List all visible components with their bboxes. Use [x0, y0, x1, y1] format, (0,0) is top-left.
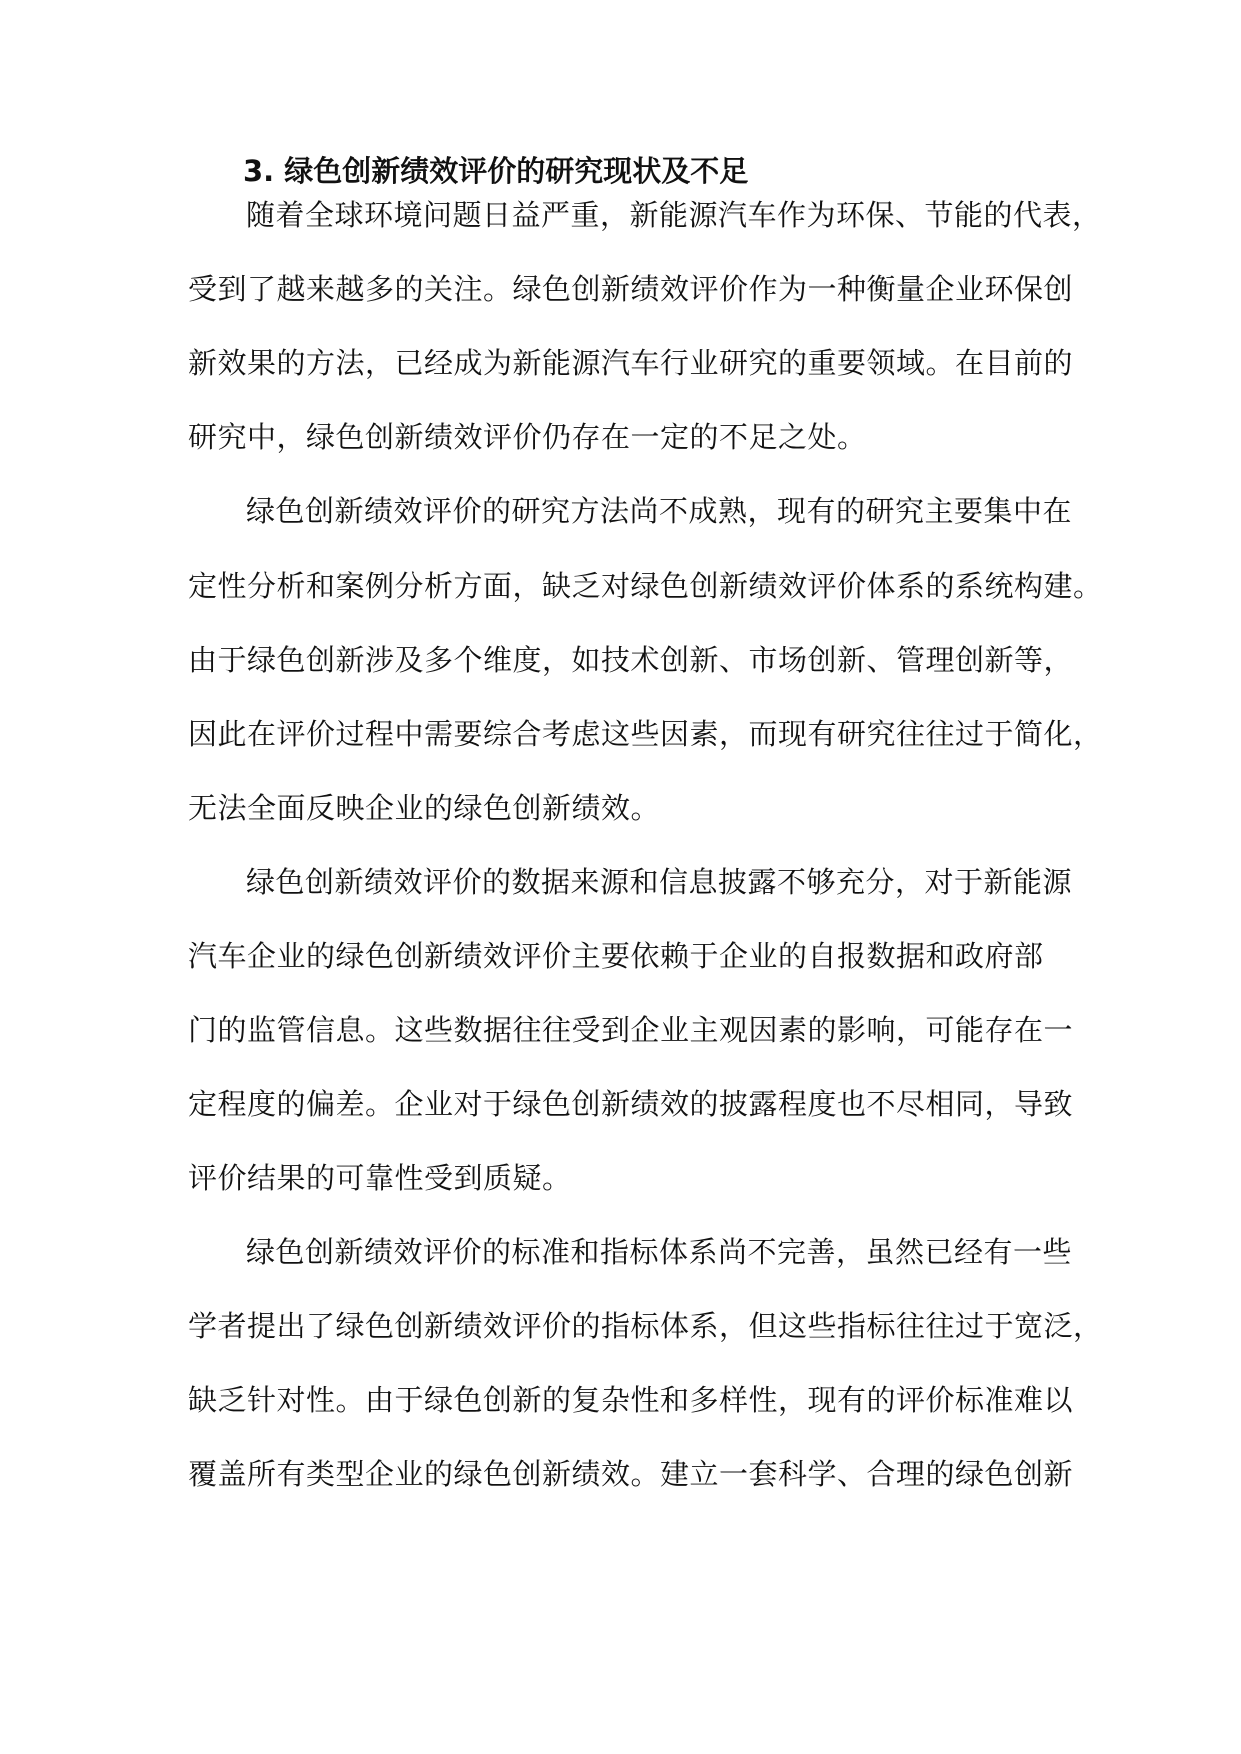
section-heading: 3. 绿色创新绩效评价的研究现状及不足 [243, 154, 749, 188]
paragraph-3-line-5: 评价结果的可靠性受到质疑。 [188, 1161, 572, 1195]
paragraph-3-line-3: 门的监管信息。这些数据往往受到企业主观因素的影响，可能存在一 [188, 1013, 1074, 1047]
paragraph-1-line-2: 受到了越来越多的关注。绿色创新绩效评价作为一种衡量企业环保创 [188, 272, 1074, 306]
paragraph-2-line-2: 定性分析和案例分析方面，缺乏对绿色创新绩效评价体系的系统构建。 [188, 569, 1103, 603]
paragraph-2-line-4: 因此在评价过程中需要综合考虑这些因素，而现有研究往往过于简化， [188, 717, 1103, 751]
paragraph-3-line-1: 绿色创新绩效评价的数据来源和信息披露不够充分，对于新能源 [246, 865, 1073, 899]
paragraph-2-line-3: 由于绿色创新涉及多个维度，如技术创新、市场创新、管理创新等， [188, 643, 1074, 677]
paragraph-1-line-1: 随着全球环境问题日益严重，新能源汽车作为环保、节能的代表， [246, 198, 1102, 232]
paragraph-1-line-3: 新效果的方法，已经成为新能源汽车行业研究的重要领域。在目前的 [188, 346, 1074, 380]
paragraph-4-line-2: 学者提出了绿色创新绩效评价的指标体系，但这些指标往往过于宽泛， [188, 1309, 1103, 1343]
paragraph-4-line-4: 覆盖所有类型企业的绿色创新绩效。建立一套科学、合理的绿色创新 [188, 1457, 1074, 1491]
paragraph-3-line-2: 汽车企业的绿色创新绩效评价主要依赖于企业的自报数据和政府部 [188, 939, 1044, 973]
paragraph-2-line-5: 无法全面反映企业的绿色创新绩效。 [188, 791, 661, 825]
paragraph-2-line-1: 绿色创新绩效评价的研究方法尚不成熟，现有的研究主要集中在 [246, 494, 1073, 528]
paragraph-4-line-1: 绿色创新绩效评价的标准和指标体系尚不完善，虽然已经有一些 [246, 1235, 1073, 1269]
paragraph-1-line-4: 研究中，绿色创新绩效评价仍存在一定的不足之处。 [188, 420, 867, 454]
paragraph-4-line-3: 缺乏针对性。由于绿色创新的复杂性和多样性，现有的评价标准难以 [188, 1383, 1074, 1417]
paragraph-3-line-4: 定程度的偏差。企业对于绿色创新绩效的披露程度也不尽相同，导致 [188, 1087, 1074, 1121]
